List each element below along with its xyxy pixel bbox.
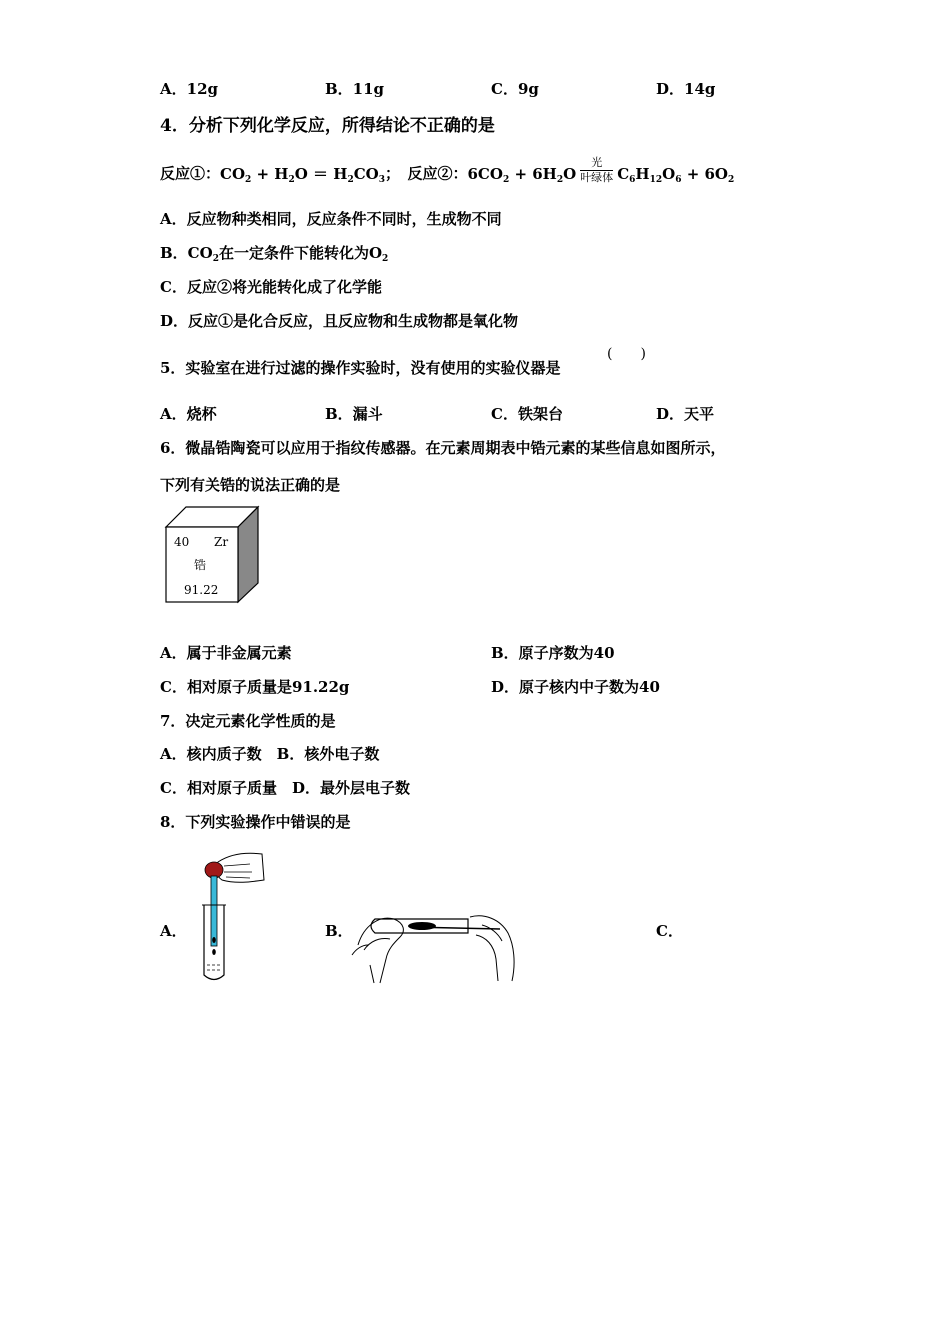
q4-r2-condition — [580, 156, 613, 185]
q4-r1-eq: $CO_2 + H_2O = H_2CO_3$ — [220, 164, 385, 185]
dropper-test-tube-illustration — [180, 850, 270, 985]
q5-option-b: B．漏斗 — [325, 405, 383, 423]
q3-option-d: D．14g — [656, 80, 716, 98]
q5-option-d: D．天平 — [656, 405, 715, 423]
q6-option-c: C．相对原子质量是91.22g — [160, 678, 350, 696]
q6-stem-line1: 6．微晶锆陶瓷可以应用于指纹传感器。在元素周期表中锆元素的某些信息如图所示， — [160, 439, 726, 457]
q4-r2-left: $6CO_2 + 6H_2O$ — [467, 164, 577, 185]
q8-label-b: B． — [325, 922, 353, 940]
q4-cond-chloroplast: 叶绿体 — [580, 171, 614, 184]
q4-separator: ； 反应②： — [384, 164, 468, 183]
q6-stem-line2: 下列有关锆的说法正确的是 — [160, 476, 341, 494]
q8-stem: 8．下列实验操作中错误的是 — [160, 813, 351, 831]
q8-label-a: A． — [160, 922, 187, 940]
q4-cond-light: 光 — [591, 156, 603, 169]
q3-option-b: B．11g — [325, 80, 385, 98]
q3-option-c: C．9g — [491, 80, 539, 98]
q4-option-a: A．反应物种类相同，反应条件不同时，生成物不同 — [160, 210, 502, 228]
q4-stem: 4．分析下列化学反应，所得结论不正确的是 — [160, 116, 495, 136]
q4-option-b: B．$CO_2$在一定条件下能转化为$O_2$ — [160, 244, 389, 264]
q6-option-b: B．原子序数为40 — [491, 644, 615, 662]
q7-stem: 7．决定元素化学性质的是 — [160, 712, 336, 730]
q4-option-c: C．反应②将光能转化成了化学能 — [160, 278, 382, 296]
q7-options-row1: A．核内质子数 B．核外电子数 — [160, 745, 380, 763]
element-symbol: Zr — [214, 535, 229, 549]
q5-stem: 5．实验室在进行过滤的操作实验时，没有使用的实验仪器是 — [160, 359, 561, 377]
q8-label-c: C． — [656, 922, 683, 940]
element-number: 40 — [174, 535, 190, 549]
q5-answer-paren: ( ) — [607, 346, 646, 362]
q5-option-c: C．铁架台 — [491, 405, 563, 423]
q5-option-a: A．烧杯 — [160, 405, 217, 423]
horizontal-test-tube-illustration — [350, 905, 520, 985]
zirconium-element-card — [160, 505, 265, 605]
element-mass: 91.22 — [184, 583, 219, 597]
q4-reactions — [160, 156, 735, 189]
q4-option-d: D．反应①是化合反应，且反应物和生成物都是氧化物 — [160, 312, 519, 330]
q6-option-a: A．属于非金属元素 — [160, 644, 292, 662]
q4-r2-right: $C_6H_{12}O_6 + 6O_2$ — [617, 164, 735, 185]
q3-option-a: A．12g — [160, 80, 219, 98]
q6-option-d: D．原子核内中子数为40 — [491, 678, 660, 696]
element-name: 锆 — [194, 558, 207, 572]
q7-options-row2: C．相对原子质量 D．最外层电子数 — [160, 779, 410, 797]
q4-r1-prefix: 反应①： — [160, 164, 221, 183]
